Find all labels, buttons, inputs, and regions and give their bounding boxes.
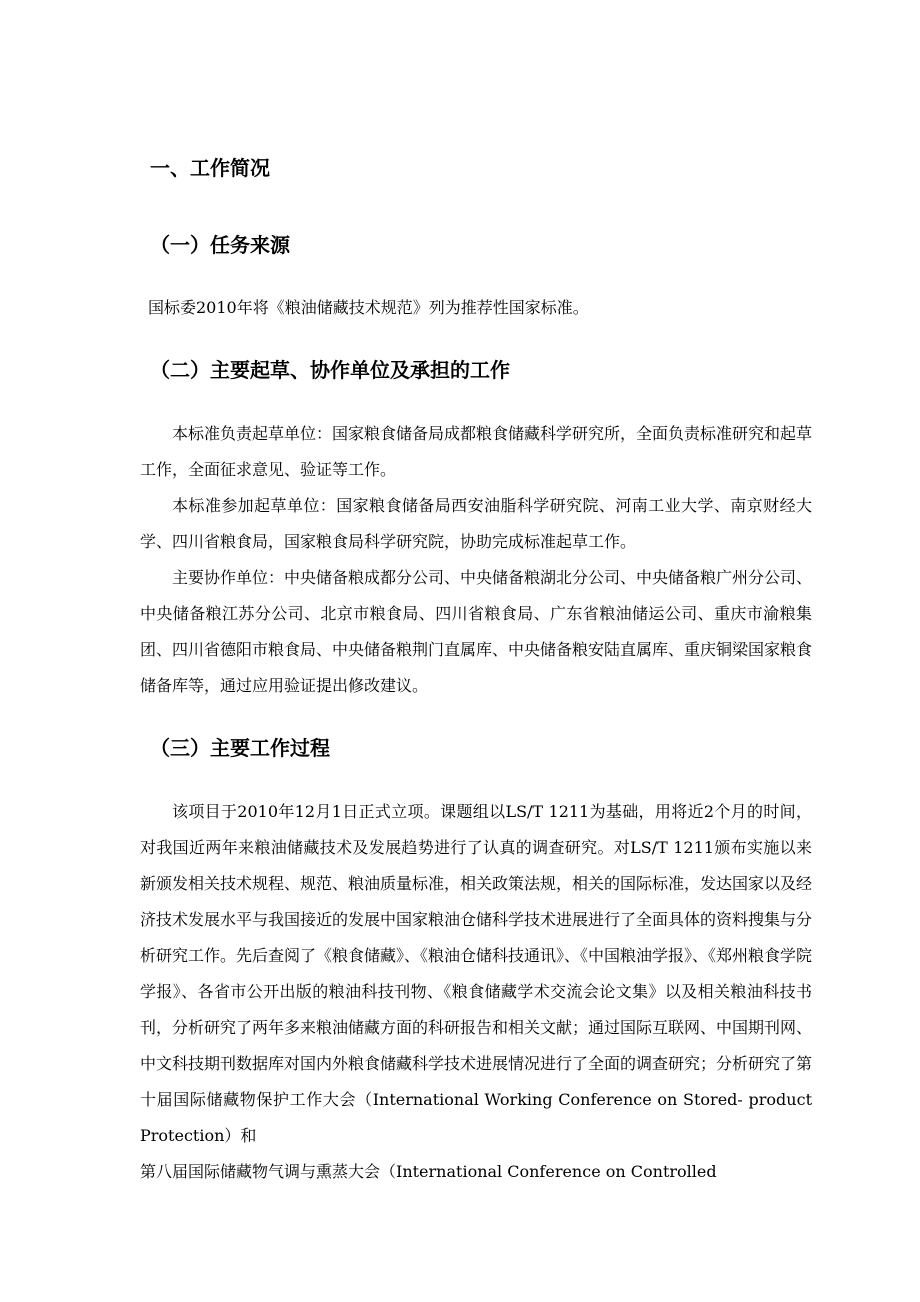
paragraph-cooperating-units: 主要协作单位：中央储备粮成都分公司、中央储备粮湖北分公司、中央储备粮广州分公司、中央储备粮江苏分公司、北京市粮食局、四川省粮食局、广东省粮油储运公司、重庆市渝粮集团、四川省德阳市粮食局、中央储备粮荆门直属库、中央储备粮安陆直属库、重庆铜梁国家粮食储备库等，通过应用验证提出修改建议。: [140, 568, 813, 695]
paragraph-responsible-unit: 本标准负责起草单位：国家粮食储备局成都粮食储藏科学研究所，全面负责标准研究和起草工作，全面征求意见、验证等工作。: [140, 424, 813, 479]
task-source-text: 国标委2010年将《粮油储藏技术规范》列为推荐性国家标准。: [148, 298, 589, 317]
paragraph-work-process: 该项目于2010年12月1日正式立项。课题组以LS/T 1211为基础，用将近2个月的时间，对我国近两年来粮油储藏技术及发展趋势进行了认真的调查研究。对LS/T 1211颁布实施以来新颁发相关技术规程、规范、粮油质量标准，相关政策法规，相关的国际标准，发达国家以及经济技术发展水平与我国接近的发展中国家粮油仓储科学技术进展进行了全面具体的资料搜集与分析研究工作。先后查阅了《粮食储藏》、《粮油仓储科技通讯》、《中国粮油学报》、《郑州粮食学院学报》、各省市公开出版的粮油科技刊物、《粮食储藏学术交流会论文集》以及相关粮油科技书刊，分析研究了两年多来粮油储藏方面的科研报告和相关文献；通过国际互联网、中国期刊网、中文科技期刊数据库对国内外粮食储藏科学技术进展情况进行了全面的调查研究；分析研究了第十届国际储藏物保护工作大会（International Working Conference on Stored- product Protection）和: [140, 802, 813, 1145]
paragraph-participating-units: 本标准参加起草单位：国家粮食储备局西安油脂科学研究院、河南工业大学、南京财经大学、四川省粮食局，国家粮食局科学研究院，协助完成标准起草工作。: [140, 496, 812, 551]
subsection-heading-task-source: （一）任务来源: [150, 233, 290, 257]
work-process-last-line: 第八届国际储藏物气调与熏蒸大会（International Conference on Controlled: [140, 1162, 717, 1181]
subsection-heading-drafting-units: （二）主要起草、协作单位及承担的工作: [150, 358, 510, 382]
subsection-heading-work-process: （三）主要工作过程: [150, 736, 330, 760]
section-heading-work-overview: 一、工作简况: [150, 156, 270, 180]
